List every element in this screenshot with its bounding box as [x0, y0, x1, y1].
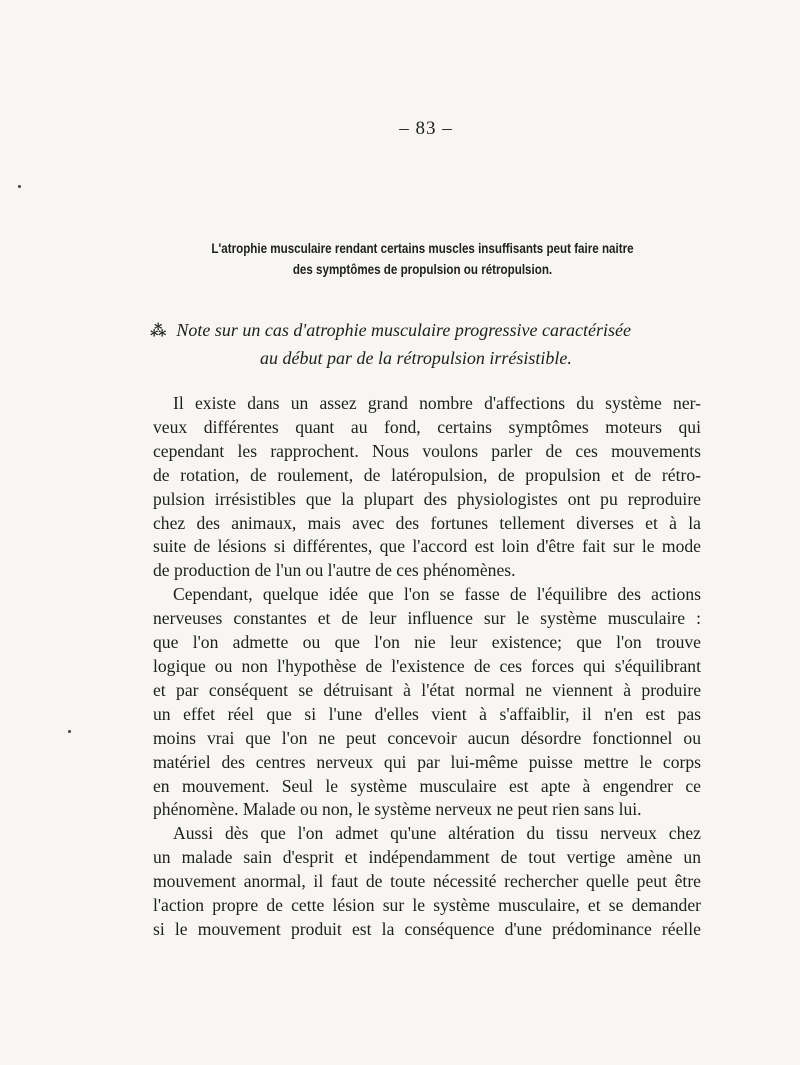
text-line: veux différentes quant au fond, certains symptômes moteurs qui: [153, 416, 701, 437]
paper-speck: [68, 730, 71, 733]
note-title: [150, 317, 710, 372]
text-line: que l'on admette ou que l'on nie leur existence; que l'on trouve: [153, 632, 701, 653]
text-line: suite de lésions si différentes, que l'accord est loin d'être fait sur le mode: [153, 536, 701, 557]
text-line: moins vrai que l'on ne peut concevoir aucun désordre fonctionnel ou: [153, 727, 701, 748]
body-text: [153, 392, 701, 942]
text-line: Cependant, quelque idée que l'on se fasse de l'équilibre des actions: [173, 584, 701, 605]
text-line: l'action propre de cette lésion sur le système musculaire, et se demander: [153, 895, 701, 916]
note-line-2: au début par de la rétropulsion irrésistible.: [260, 348, 572, 368]
text-line: nerveuses constantes et de leur influence sur le système musculaire :: [153, 608, 701, 629]
text-line: Il existe dans un assez grand nombre d'affections du système ner-: [173, 393, 701, 413]
text-line: matériel des centres nerveux qui par lui-même puisse mettre le corps: [153, 751, 701, 772]
paragraph-3: [153, 822, 701, 942]
paper-speck: [18, 185, 21, 188]
text-line: Aussi dès que l'on admet qu'une altération du tissu nerveux chez: [173, 823, 701, 844]
note-line-1: [150, 317, 710, 345]
text-line: un malade sain d'esprit et indépendamment de tout vertige amène un: [153, 847, 701, 868]
heading-line: L'atrophie musculaire rendant certains muscles insuffisants peut faire naitre: [211, 241, 634, 256]
text-line: logique ou non l'hypothèse de l'existence de ces forces qui s'équilibrant: [153, 655, 701, 676]
text-line: chez des animaux, mais avec des fortunes tellement diverses et à la: [153, 512, 701, 533]
paragraph-2: [153, 583, 701, 822]
text-line: de production de l'un ou l'autre de ces phénomènes.: [153, 560, 516, 581]
text-line: si le mouvement produit est la conséquence d'une prédominance réelle: [153, 918, 701, 939]
text-line: de rotation, de roulement, de latéropulsion, de propulsion et de rétro-: [153, 464, 701, 485]
page-number: – 83 –: [399, 118, 453, 139]
text-line: en mouvement. Seul le système musculaire est apte à engendrer ce: [153, 775, 701, 796]
heading-line: des symptômes de propulsion ou rétropulsion.: [292, 262, 553, 277]
paragraph-1: [153, 392, 701, 583]
text-line: mouvement anormal, il faut de toute nécessité rechercher quelle peut être: [153, 871, 701, 892]
asterism-icon: ⁂: [150, 323, 167, 340]
text-line: et par conséquent se détruisant à l'état normal ne viennent à produire: [153, 679, 701, 700]
section-heading: [197, 238, 649, 280]
text-line: cependant les rapprochent. Nous voulons parler de ces mouvements: [153, 440, 701, 461]
text-line: phénomène. Malade ou non, le système nerveux ne peut rien sans lui.: [153, 799, 642, 820]
text-line: pulsion irrésistibles que la plupart des physiologistes ont pu reproduire: [153, 488, 701, 509]
text-line: un effet réel que si l'une d'elles vient à s'affaiblir, il n'en est pas: [153, 703, 701, 724]
note-line-text: Note sur un cas d'atrophie musculaire progressive caractérisée: [176, 320, 631, 340]
